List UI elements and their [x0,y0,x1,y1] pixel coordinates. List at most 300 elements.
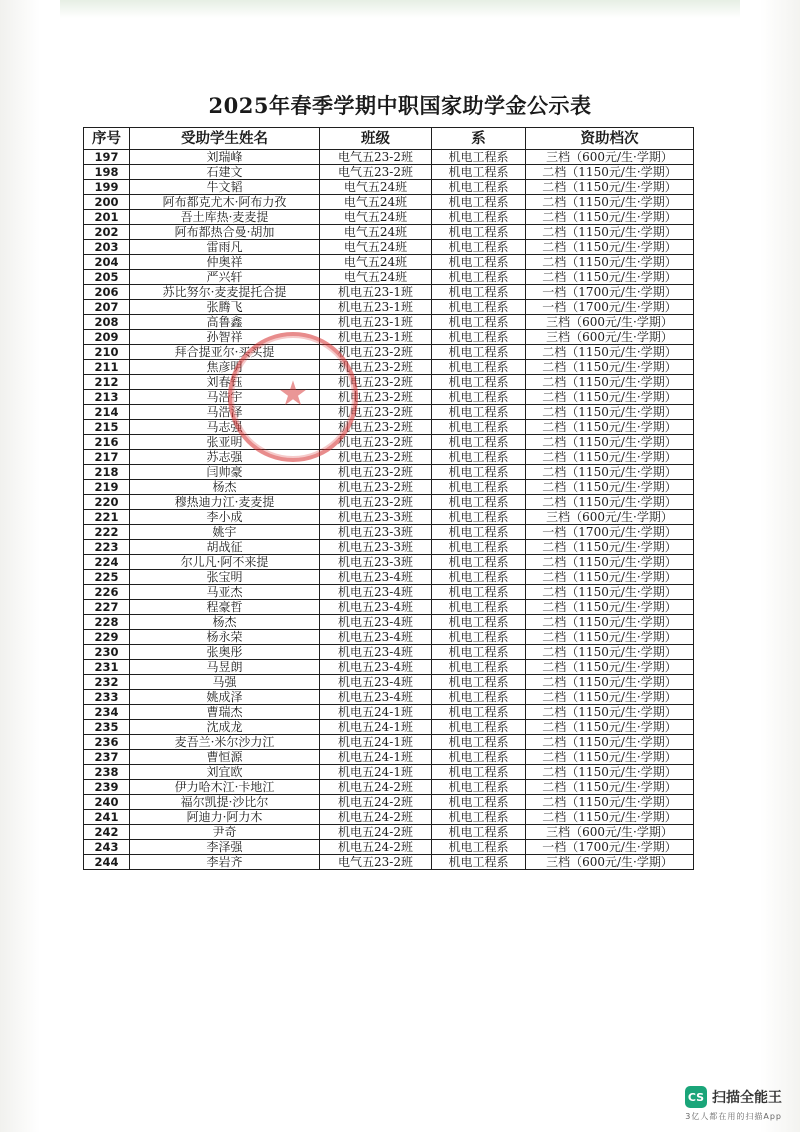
cell-student-name: 孙智祥 [130,330,320,345]
cell-index: 203 [84,240,130,255]
table-row [84,360,694,375]
cell-student-name: 刘宜欧 [130,765,320,780]
cell-department: 机电工程系 [432,645,526,660]
cell-student-name: 严兴轩 [130,270,320,285]
table-row [84,150,694,165]
cell-department: 机电工程系 [432,810,526,825]
cell-grant-level: 二档（1150元/生·学期） [526,705,694,720]
cell-class: 机电五23-3班 [320,510,432,525]
table-row [84,660,694,675]
cell-class: 机电五23-2班 [320,375,432,390]
cell-student-name: 尔儿凡·阿不来提 [130,555,320,570]
cell-department: 机电工程系 [432,495,526,510]
cell-grant-level: 二档（1150元/生·学期） [526,600,694,615]
cell-class: 电气五24班 [320,270,432,285]
cell-grant-level: 三档（600元/生·学期） [526,315,694,330]
table-row [84,855,694,870]
cell-class: 电气五24班 [320,240,432,255]
cell-grant-level: 一档（1700元/生·学期） [526,285,694,300]
cell-department: 机电工程系 [432,465,526,480]
cell-index: 206 [84,285,130,300]
cell-student-name: 李小成 [130,510,320,525]
cell-class: 机电五23-2班 [320,465,432,480]
table-row [84,735,694,750]
table-row [84,645,694,660]
cell-student-name: 程豪哲 [130,600,320,615]
cell-class: 机电五23-4班 [320,570,432,585]
table-row [84,510,694,525]
cell-class: 电气五24班 [320,210,432,225]
cell-grant-level: 二档（1150元/生·学期） [526,270,694,285]
cell-grant-level: 二档（1150元/生·学期） [526,405,694,420]
cell-class: 机电五24-2班 [320,780,432,795]
table-row [84,480,694,495]
cell-student-name: 杨永荣 [130,630,320,645]
cell-grant-level: 二档（1150元/生·学期） [526,660,694,675]
cell-grant-level: 二档（1150元/生·学期） [526,375,694,390]
cell-class: 机电五24-2班 [320,810,432,825]
cell-index: 241 [84,810,130,825]
cell-index: 222 [84,525,130,540]
cell-student-name: 李泽强 [130,840,320,855]
cell-grant-level: 三档（600元/生·学期） [526,510,694,525]
cell-grant-level: 二档（1150元/生·学期） [526,390,694,405]
cell-class: 机电五23-3班 [320,540,432,555]
cell-index: 209 [84,330,130,345]
cell-class: 机电五24-1班 [320,705,432,720]
cell-index: 202 [84,225,130,240]
cell-department: 机电工程系 [432,720,526,735]
cell-class: 机电五23-4班 [320,585,432,600]
cell-student-name: 张宝明 [130,570,320,585]
cell-department: 机电工程系 [432,405,526,420]
header-grant-level: 资助档次 [526,128,694,150]
cell-index: 232 [84,675,130,690]
cell-student-name: 吾土库热·麦麦提 [130,210,320,225]
cell-class: 机电五24-2班 [320,795,432,810]
cell-student-name: 阿布都克尤木·阿布力孜 [130,195,320,210]
cell-student-name: 雷雨凡 [130,240,320,255]
cell-grant-level: 一档（1700元/生·学期） [526,525,694,540]
cell-student-name: 苏比努尔·麦麦提托合提 [130,285,320,300]
cell-index: 200 [84,195,130,210]
cell-index: 238 [84,765,130,780]
cell-grant-level: 二档（1150元/生·学期） [526,570,694,585]
cell-department: 机电工程系 [432,285,526,300]
cell-index: 201 [84,210,130,225]
cell-student-name: 阿布都热合曼·胡加 [130,225,320,240]
cell-grant-level: 二档（1150元/生·学期） [526,360,694,375]
cell-department: 机电工程系 [432,765,526,780]
cell-class: 机电五23-4班 [320,600,432,615]
cell-class: 电气五24班 [320,255,432,270]
cell-class: 机电五23-4班 [320,630,432,645]
cell-department: 机电工程系 [432,195,526,210]
cell-class: 机电五24-1班 [320,735,432,750]
cell-index: 218 [84,465,130,480]
cell-student-name: 马浩宇 [130,390,320,405]
cell-class: 机电五24-2班 [320,840,432,855]
table-row [84,780,694,795]
header-department: 系 [432,128,526,150]
cell-grant-level: 二档（1150元/生·学期） [526,795,694,810]
table-row [84,390,694,405]
table-row [84,720,694,735]
cell-index: 215 [84,420,130,435]
cell-index: 214 [84,405,130,420]
page-title: 2025年春季学期中职国家助学金公示表 [208,93,592,118]
cell-department: 机电工程系 [432,585,526,600]
cell-grant-level: 二档（1150元/生·学期） [526,225,694,240]
table-row [84,240,694,255]
cell-index: 240 [84,795,130,810]
cell-class: 机电五23-3班 [320,555,432,570]
cell-grant-level: 二档（1150元/生·学期） [526,165,694,180]
cell-department: 机电工程系 [432,240,526,255]
table-body [84,150,694,870]
table-row [84,315,694,330]
cell-grant-level: 二档（1150元/生·学期） [526,555,694,570]
table-row [84,705,694,720]
cell-index: 220 [84,495,130,510]
cell-student-name: 伊力哈木江·卡地江 [130,780,320,795]
cell-department: 机电工程系 [432,150,526,165]
cell-index: 242 [84,825,130,840]
table-row [84,375,694,390]
cell-class: 机电五23-4班 [320,690,432,705]
cell-index: 224 [84,555,130,570]
cell-student-name: 仲奥祥 [130,255,320,270]
cell-grant-level: 二档（1150元/生·学期） [526,345,694,360]
cell-department: 机电工程系 [432,525,526,540]
cell-grant-level: 二档（1150元/生·学期） [526,195,694,210]
cell-department: 机电工程系 [432,570,526,585]
cell-department: 机电工程系 [432,210,526,225]
table-row [84,210,694,225]
cell-student-name: 张奥彤 [130,645,320,660]
cell-department: 机电工程系 [432,435,526,450]
cell-department: 机电工程系 [432,825,526,840]
table-row [84,615,694,630]
cell-grant-level: 二档（1150元/生·学期） [526,690,694,705]
cell-class: 机电五23-2班 [320,480,432,495]
cell-index: 235 [84,720,130,735]
cell-class: 机电五23-3班 [320,525,432,540]
table-row [84,675,694,690]
cell-student-name: 杨杰 [130,615,320,630]
cell-index: 219 [84,480,130,495]
cell-student-name: 姚成泽 [130,690,320,705]
cell-index: 221 [84,510,130,525]
table-row [84,300,694,315]
cell-index: 207 [84,300,130,315]
cell-grant-level: 二档（1150元/生·学期） [526,420,694,435]
cell-class: 机电五23-2班 [320,450,432,465]
cell-class: 电气五23-2班 [320,855,432,870]
cell-class: 机电五23-2班 [320,345,432,360]
cell-department: 机电工程系 [432,615,526,630]
cell-department: 机电工程系 [432,360,526,375]
table-row [84,750,694,765]
cell-student-name: 高鲁鑫 [130,315,320,330]
table-row [84,165,694,180]
cell-index: 228 [84,615,130,630]
cell-grant-level: 二档（1150元/生·学期） [526,180,694,195]
cell-department: 机电工程系 [432,675,526,690]
table-row [84,825,694,840]
camscanner-logo-icon: CS [685,1086,707,1108]
table-header-row [84,128,694,150]
cell-index: 198 [84,165,130,180]
cell-student-name: 姚宇 [130,525,320,540]
cell-student-name: 焦彦明 [130,360,320,375]
cell-index: 216 [84,435,130,450]
cell-grant-level: 二档（1150元/生·学期） [526,540,694,555]
cell-class: 机电五23-2班 [320,390,432,405]
cell-student-name: 阿迪力·阿力木 [130,810,320,825]
table-row [84,405,694,420]
cell-grant-level: 二档（1150元/生·学期） [526,645,694,660]
cell-student-name: 牛文韬 [130,180,320,195]
cell-student-name: 张腾飞 [130,300,320,315]
table-row [84,840,694,855]
cell-department: 机电工程系 [432,300,526,315]
cell-index: 237 [84,750,130,765]
cell-grant-level: 二档（1150元/生·学期） [526,585,694,600]
cell-grant-level: 二档（1150元/生·学期） [526,735,694,750]
cell-grant-level: 三档（600元/生·学期） [526,150,694,165]
cell-grant-level: 二档（1150元/生·学期） [526,480,694,495]
cell-class: 机电五23-1班 [320,285,432,300]
cell-student-name: 曹恒源 [130,750,320,765]
table-row [84,555,694,570]
watermark-app-name: 扫描全能王 [712,1090,782,1106]
cell-department: 机电工程系 [432,225,526,240]
cell-grant-level: 二档（1150元/生·学期） [526,435,694,450]
cell-student-name: 张亚明 [130,435,320,450]
cell-department: 机电工程系 [432,735,526,750]
cell-index: 234 [84,705,130,720]
cell-department: 机电工程系 [432,555,526,570]
cell-grant-level: 二档（1150元/生·学期） [526,615,694,630]
cell-department: 机电工程系 [432,375,526,390]
cell-student-name: 马志强 [130,420,320,435]
cell-department: 机电工程系 [432,540,526,555]
cell-class: 机电五23-4班 [320,675,432,690]
cell-grant-level: 二档（1150元/生·学期） [526,780,694,795]
cell-department: 机电工程系 [432,420,526,435]
table-row [84,585,694,600]
table-row [84,255,694,270]
cell-department: 机电工程系 [432,600,526,615]
cell-department: 机电工程系 [432,630,526,645]
cell-grant-level: 二档（1150元/生·学期） [526,765,694,780]
cell-index: 210 [84,345,130,360]
cell-class: 机电五23-1班 [320,300,432,315]
cell-class: 机电五24-1班 [320,765,432,780]
cell-grant-level: 二档（1150元/生·学期） [526,675,694,690]
cell-grant-level: 三档（600元/生·学期） [526,825,694,840]
cell-student-name: 沈成龙 [130,720,320,735]
cell-class: 机电五23-2班 [320,420,432,435]
table-row [84,270,694,285]
cell-class: 电气五24班 [320,195,432,210]
cell-index: 199 [84,180,130,195]
cell-student-name: 李岩齐 [130,855,320,870]
cell-class: 机电五23-1班 [320,315,432,330]
cell-class: 电气五23-2班 [320,150,432,165]
cell-class: 机电五24-2班 [320,825,432,840]
table-row [84,330,694,345]
cell-student-name: 胡战征 [130,540,320,555]
cell-department: 机电工程系 [432,345,526,360]
table-row [84,495,694,510]
cell-student-name: 拜合提亚尔·买买提 [130,345,320,360]
cell-index: 236 [84,735,130,750]
cell-grant-level: 二档（1150元/生·学期） [526,810,694,825]
table-row [84,540,694,555]
cell-class: 机电五24-1班 [320,750,432,765]
header-index: 序号 [84,128,130,150]
table-row [84,810,694,825]
cell-grant-level: 二档（1150元/生·学期） [526,255,694,270]
cell-student-name: 马昱朗 [130,660,320,675]
cell-department: 机电工程系 [432,255,526,270]
cell-department: 机电工程系 [432,480,526,495]
cell-index: 233 [84,690,130,705]
table-row [84,195,694,210]
cell-department: 机电工程系 [432,660,526,675]
cell-department: 机电工程系 [432,780,526,795]
table-row [84,525,694,540]
cell-department: 机电工程系 [432,690,526,705]
cell-class: 机电五23-4班 [320,660,432,675]
cell-department: 机电工程系 [432,270,526,285]
cell-class: 机电五23-4班 [320,645,432,660]
table-row [84,225,694,240]
cell-department: 机电工程系 [432,165,526,180]
scan-top-edge [60,0,740,18]
cell-department: 机电工程系 [432,390,526,405]
cell-student-name: 刘春钰 [130,375,320,390]
cell-grant-level: 一档（1700元/生·学期） [526,840,694,855]
cell-student-name: 穆热迪力江·麦麦提 [130,495,320,510]
cell-index: 230 [84,645,130,660]
cell-student-name: 杨杰 [130,480,320,495]
cell-index: 217 [84,450,130,465]
cell-index: 211 [84,360,130,375]
cell-student-name: 福尔凯提·沙比尔 [130,795,320,810]
table-row [84,285,694,300]
cell-index: 204 [84,255,130,270]
cell-index: 239 [84,780,130,795]
cell-grant-level: 二档（1150元/生·学期） [526,240,694,255]
cell-index: 244 [84,855,130,870]
cell-class: 电气五24班 [320,180,432,195]
cell-class: 电气五24班 [320,225,432,240]
cell-index: 197 [84,150,130,165]
cell-index: 227 [84,600,130,615]
table-row [84,180,694,195]
cell-index: 243 [84,840,130,855]
cell-student-name: 尹奇 [130,825,320,840]
cell-class: 机电五24-1班 [320,720,432,735]
cell-index: 231 [84,660,130,675]
cell-department: 机电工程系 [432,315,526,330]
cell-class: 机电五23-4班 [320,615,432,630]
cell-index: 205 [84,270,130,285]
cell-class: 机电五23-2班 [320,405,432,420]
cell-student-name: 马浩泽 [130,405,320,420]
cell-grant-level: 二档（1150元/生·学期） [526,210,694,225]
cell-student-name: 马亚杰 [130,585,320,600]
cell-student-name: 苏志强 [130,450,320,465]
table-row [84,345,694,360]
watermark-slogan: 3亿人都在用的扫描App [685,1112,782,1121]
cell-index: 223 [84,540,130,555]
table-row [84,435,694,450]
table-row [84,420,694,435]
cell-student-name: 曹瑞杰 [130,705,320,720]
cell-class: 机电五23-1班 [320,330,432,345]
cell-grant-level: 二档（1150元/生·学期） [526,630,694,645]
cell-department: 机电工程系 [432,840,526,855]
star-icon: ★ [277,374,309,414]
cell-index: 212 [84,375,130,390]
cell-department: 机电工程系 [432,795,526,810]
cell-grant-level: 二档（1150元/生·学期） [526,750,694,765]
cell-index: 229 [84,630,130,645]
table-row [84,570,694,585]
cell-grant-level: 三档（600元/生·学期） [526,855,694,870]
cell-class: 机电五23-2班 [320,435,432,450]
table-row [84,690,694,705]
cell-class: 机电五23-2班 [320,495,432,510]
cell-grant-level: 二档（1150元/生·学期） [526,450,694,465]
cell-grant-level: 二档（1150元/生·学期） [526,720,694,735]
cell-class: 机电五23-2班 [320,360,432,375]
cell-student-name: 刘瑞峰 [130,150,320,165]
header-student-name: 受助学生姓名 [130,128,320,150]
grant-roster-table [83,127,694,870]
cell-student-name: 石建文 [130,165,320,180]
cell-department: 机电工程系 [432,750,526,765]
cell-index: 213 [84,390,130,405]
table-row [84,630,694,645]
cell-grant-level: 二档（1150元/生·学期） [526,495,694,510]
scanner-watermark [685,1086,782,1122]
cell-grant-level: 三档（600元/生·学期） [526,330,694,345]
table-row [84,795,694,810]
cell-grant-level: 二档（1150元/生·学期） [526,465,694,480]
cell-index: 208 [84,315,130,330]
cell-department: 机电工程系 [432,330,526,345]
table-row [84,465,694,480]
cell-index: 225 [84,570,130,585]
cell-grant-level: 一档（1700元/生·学期） [526,300,694,315]
cell-department: 机电工程系 [432,855,526,870]
cell-class: 电气五23-2班 [320,165,432,180]
table-row [84,450,694,465]
cell-index: 226 [84,585,130,600]
table-row [84,600,694,615]
cell-department: 机电工程系 [432,450,526,465]
cell-student-name: 马强 [130,675,320,690]
cell-department: 机电工程系 [432,180,526,195]
cell-department: 机电工程系 [432,510,526,525]
cell-student-name: 麦吾兰·米尔沙力江 [130,735,320,750]
header-class: 班级 [320,128,432,150]
